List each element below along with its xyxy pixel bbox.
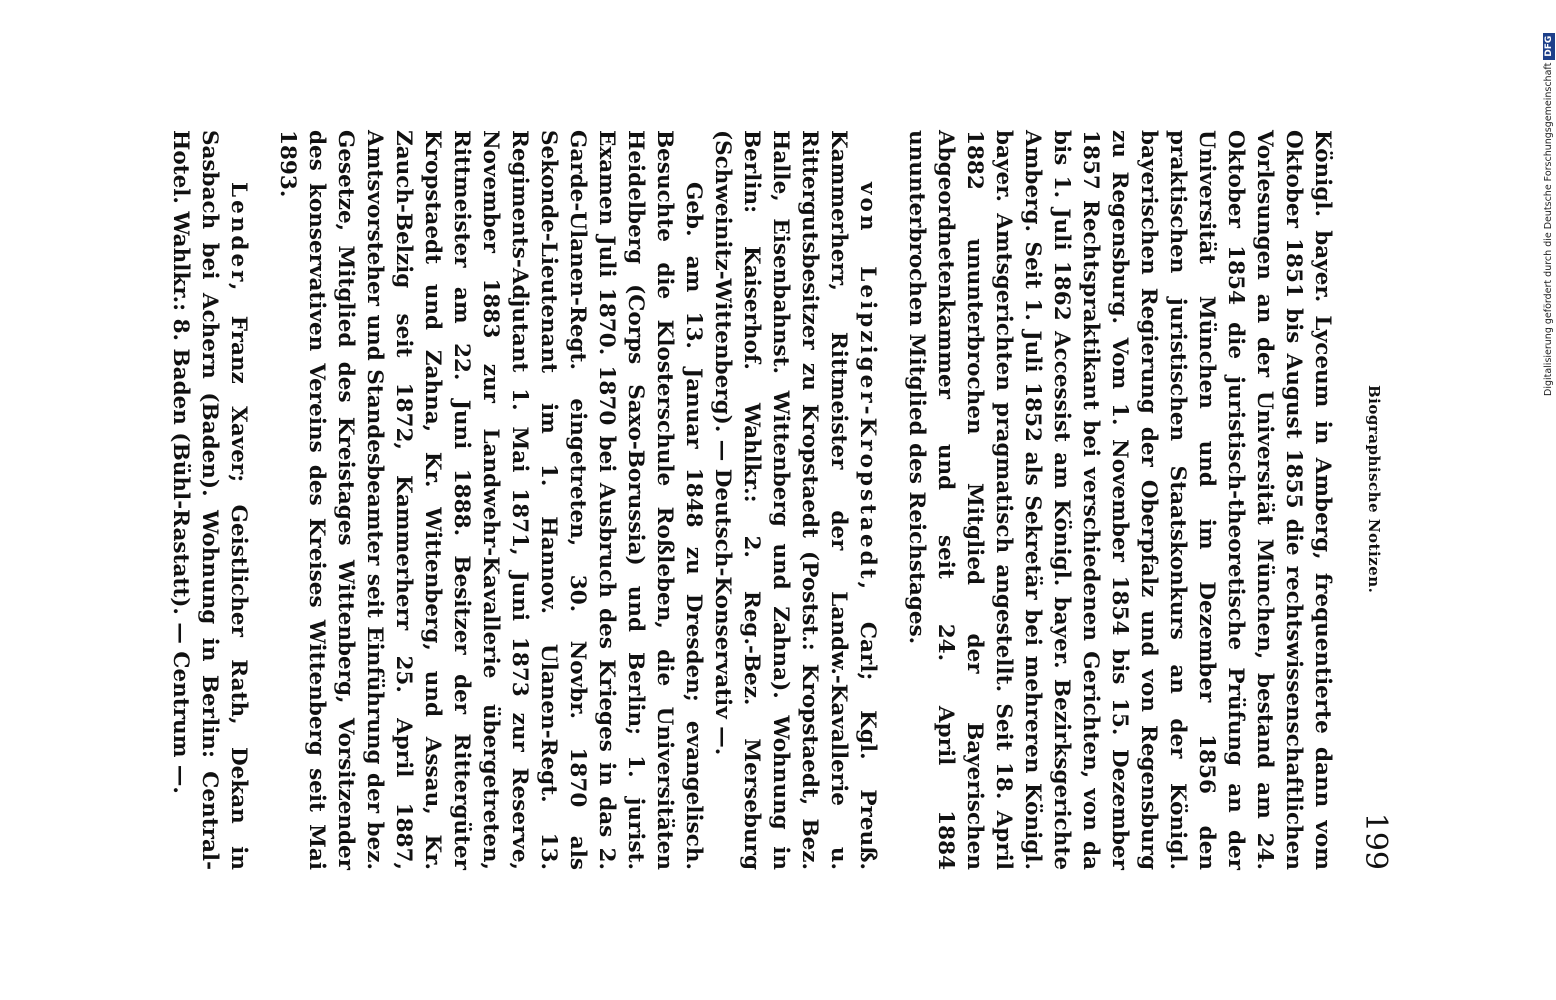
entry-continuation xyxy=(902,130,1337,870)
entry-text: Carl; Kgl. Preuß. Kammerherr, Rittmeister der Landw.-Kavallerie u. Rittergutsbesitzer zu Kropstaedt (Postst.: Kropstaedt, Bez. Halle, Eisenbahnst. Wittenberg und Zahna). Wohnung in Berlin: Kaiserhof. Wahlkr.: 2. Reg.-Bez. Merseburg (Schweinitz-Wittenberg). — Deutsch-Konservativ —. xyxy=(710,130,880,870)
entry-text: Franz Xaver; Geistlicher Rath, Dekan in Sasbach bei Achern (Baden). Wohnung in Berlin: Central-Hotel. Wahlkr.: 8. Baden (Bühl-Rastatt). — Centrum —. xyxy=(168,130,251,870)
entry-lender xyxy=(166,130,253,870)
dfg-funding-text: Digitalisierung gefördert durch die Deutsche Forschungsgemeinschaft xyxy=(1543,62,1554,396)
biography-entries xyxy=(146,130,1337,870)
entry-name: Lender, xyxy=(226,182,251,294)
page-content xyxy=(139,130,1393,870)
page-number: 199 xyxy=(1358,812,1393,870)
entry-name: von Leipziger-Kropstaedt, xyxy=(855,182,880,593)
rotated-page xyxy=(139,130,1393,870)
running-head xyxy=(1353,130,1393,870)
entry-biography: Geb. am 13. Januar 1848 zu Dresden; evangelisch. Besuchte die Klosterschule Roßleben, die Universitäten Heidelberg (Corps Saxo-Borussia) und Berlin; 1. jurist. Examen Juli 1870. 1870 bei Ausbruch des Krieges in das 2. Garde-Ulanen-Regt. eingetreten, 30. Novbr. 1870 als Sekonde-Lieutenant im 1. Hannov. Ulanen-Regt. 13. Regiments-Adjutant 1. Mai 1871, Juni 1873 zur Reserve, November 1883 zur Landwehr-Kavallerie übergetreten, Rittmeister am 22. Juni 1888. Besitzer der Rittergüter Kropstaedt und Zahna, Kr. Wittenberg, und Assau, Kr. Zauch-Belzig seit 1872, Kammerherr 25. April 1887, Amtsvorsteher und Standesbeamter seit Einführung der bez. Gesetze, Mitglied des Kreistages Wittenberg, Vorsitzender des konservativen Vereins des Kreises Wittenberg seit Mai 1893. xyxy=(275,130,706,870)
running-title: Biographische Notizen. xyxy=(1365,385,1383,594)
dfg-note-text xyxy=(1542,6,1556,396)
entry-leipziger-kropstaedt xyxy=(273,130,882,870)
dfg-side-note xyxy=(1528,6,1554,396)
dfg-logo: DFG xyxy=(1543,33,1555,60)
entry-text: Königl. bayer. Lyceum in Amberg, frequentierte dann vom Oktober 1851 bis August 1855 die rechtswissenschaftlichen Vorlesungen an der Universität München, bestand am 24. Oktober 1854 die juristisch-theoretische Prüfung an der Universität München und im Dezember 1856 den praktischen juristischen Staatskonkurs an der Königl. bayerischen Regierung der Oberpfalz und von Regensburg zu Regensburg. Vom 1. November 1854 bis 15. Dezember 1857 Rechtspraktikant bei verschiedenen Gerichten, von da bis 1. Juli 1862 Accessist am Königl. bayer. Bezirksgerichte Amberg. Seit 1. Juli 1852 als Sekretär bei mehreren Königl. bayer. Amtsgerichten pragmatisch angestellt. Seit 18. April 1882 ununterbrochen Mitglied der Bayerischen Abgeordnetenkammer und seit 24. April 1884 ununterbrochen Mitglied des Reichstages. xyxy=(904,130,1335,870)
